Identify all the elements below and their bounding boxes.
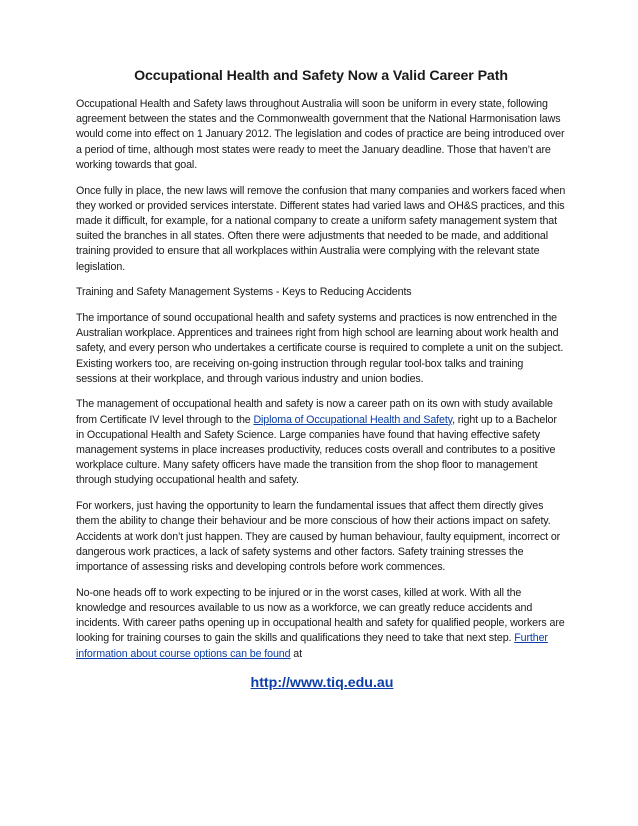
- document-title: Occupational Health and Safety Now a Valid Career Path: [134, 68, 508, 84]
- document-page: [76, 66, 566, 692]
- paragraph-6-text-after: at: [290, 647, 302, 660]
- paragraph-6-text: No-one heads off to work expecting to be injured or in the worst cases, killed at work. With all the knowledge and resources available to us now as a workforce, we can greatly reduce accidents and incidents. With career paths opening up in occupational health and safety for qualified people, workers are looking for training courses to gain the skills and qualifications they need to take that next step.: [76, 586, 565, 645]
- paragraph-5: For workers, just having the opportunity to learn the fundamental issues that affect them directly gives them the ability to change their behaviour and be more conscious of how their actions impact on safety. Accidents at work don’t just happen. They are caused by human behaviour, faulty equipment, incorrect or dangerous work practices, a lack of safety systems and other factors. Safety training stresses the importance of assessing risks and developing controls before work commences.: [76, 500, 561, 573]
- paragraph-6: [76, 586, 566, 662]
- paragraph-2: Once fully in place, the new laws will remove the confusion that many companies and workers faced when they worked or provided services interstate. Different states had varied laws and OH&S practices, and this made it difficult, for example, for a national company to create a uniform safety management system that suited the branches in all states. Often there were adjustments that needed to be made, and additional training provided to ensure that all workplaces within Australia were complying with the relevant state legislation.: [76, 184, 566, 273]
- website-url-link[interactable]: http://www.tiq.edu.au: [250, 674, 394, 691]
- paragraph-3: The importance of sound occupational health and safety systems and practices is now entrenched in the Australian workplace. Apprentices and trainees right from high school are learning about work health and safety, and every person who undertakes a certificate course is required to complete a unit on the subject. Existing workers too, are receiving on-going instruction through regular tool-box talks and training sessions at their workplace, and through various industry and union bodies.: [76, 311, 564, 385]
- url-line: [76, 674, 566, 692]
- diploma-link[interactable]: Diploma of Occupational Health and Safety: [253, 413, 453, 426]
- paragraph-4-text-before: The management of occupational health and safety is now a career path on its own with study available from Certificate IV level through to the: [76, 398, 553, 426]
- section-heading: Training and Safety Management Systems - Keys to Reducing Accidents: [76, 286, 412, 299]
- course-options-link[interactable]: Further information about course options can be found: [76, 632, 548, 660]
- paragraph-4-text-after: , right up to a Bachelor in Occupational Health and Safety Science. Large companies have found that having effective safety management systems in place increases productivity, reduces costs overall and contributes to a positive workplace culture. Many safety officers have made the transition from the shop floor to management through studying occupational health and safety.: [76, 413, 557, 487]
- paragraph-1: Occupational Health and Safety laws throughout Australia will soon be uniform in every state, following agreement between the states and the Commonwealth government that the National Harmonisation laws would come into effect on 1 January 2012. The legislation and codes of practice are being introduced over a period of time, although most states were ready to meet the January deadline. Those that haven’t are working towards that goal.: [76, 98, 565, 171]
- paragraph-4: [76, 397, 566, 488]
